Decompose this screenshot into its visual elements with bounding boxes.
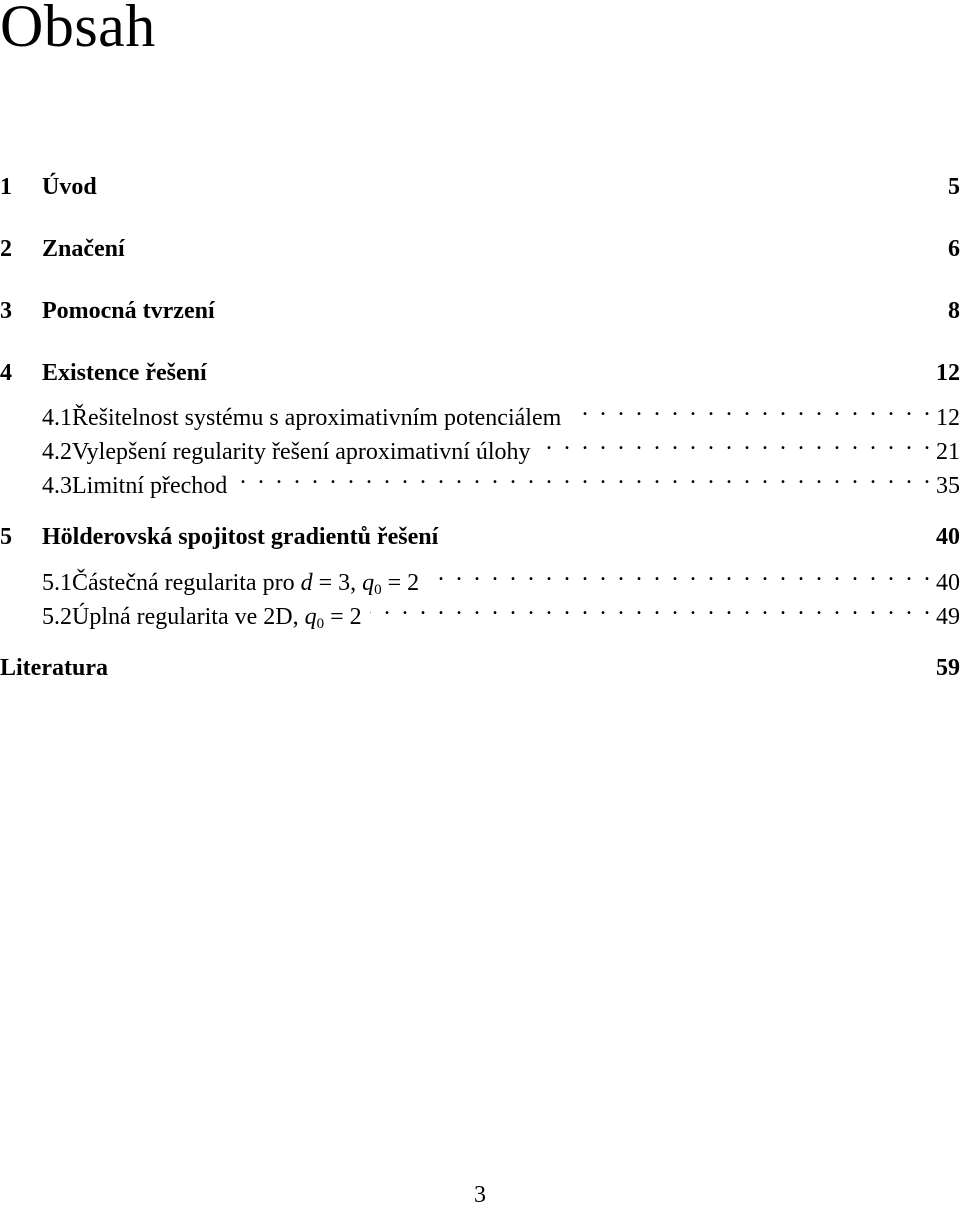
toc-chapter-title: Hölderovská spojitost gradientů řešení <box>42 524 439 550</box>
toc-section-title: Vylepšení regularity řešení aproximativní úlohy <box>72 439 531 465</box>
math-variable-q: q <box>362 570 375 596</box>
toc-leader-dots <box>235 459 930 493</box>
toc-section-title: Úplná regularita ve 2D, $q_0 = 2$ <box>72 604 362 632</box>
toc-chapter-number: 2 <box>0 236 12 262</box>
toc-page-number: 40 <box>936 570 960 596</box>
toc-section-number: 5.1 <box>42 570 72 596</box>
toc-section-5-1[interactable] <box>0 556 960 598</box>
toc-page-number: 40 <box>936 524 960 550</box>
toc-section-number: 5.2 <box>42 604 72 630</box>
math-subscript: 0 <box>374 582 382 598</box>
toc-page-number: 35 <box>936 473 960 499</box>
math-variable-q: q <box>304 604 317 630</box>
toc-chapter-5[interactable] <box>0 520 960 554</box>
footer-page-number: 3 <box>474 1182 486 1208</box>
toc-page-number: 12 <box>936 405 960 431</box>
toc-section-number: 4.2 <box>42 439 72 465</box>
toc-chapter-number: 5 <box>0 524 12 550</box>
toc-chapter-number: 4 <box>0 360 12 386</box>
page-title: Obsah <box>0 0 156 59</box>
toc-section-number: 4.1 <box>42 405 72 431</box>
toc-leader-dots <box>569 391 930 425</box>
toc-section-title: Částečná regularita pro d = 3, $q_0 = 2$ <box>72 570 420 598</box>
toc-page-number: 21 <box>936 439 960 465</box>
toc-chapter-number: 1 <box>0 174 12 200</box>
toc-page-number: 8 <box>948 298 960 324</box>
toc-page-number: 6 <box>948 236 960 262</box>
toc-page-number: 49 <box>936 604 960 630</box>
toc-page-number: 59 <box>936 655 960 681</box>
toc-leader-dots <box>370 590 930 624</box>
toc-chapter-title: Značení <box>42 236 125 262</box>
toc-chapter-2[interactable] <box>0 232 960 266</box>
toc-chapter-4[interactable] <box>0 356 960 390</box>
math-variable-d: d <box>300 570 313 596</box>
toc-chapter-3[interactable] <box>0 294 960 328</box>
toc-chapter-number: 3 <box>0 298 12 324</box>
toc-section-number: 4.3 <box>42 473 72 499</box>
toc-page-number: 5 <box>948 174 960 200</box>
toc-chapter-title: Pomocná tvrzení <box>42 298 215 324</box>
toc-chapter-title: Existence řešení <box>42 360 207 386</box>
toc-page-number: 12 <box>936 360 960 386</box>
toc-leader-dots <box>539 425 930 459</box>
toc-section-5-2[interactable] <box>0 590 960 632</box>
toc-chapter-title: Literatura <box>0 655 108 681</box>
toc-leader-dots <box>427 556 930 590</box>
toc-section-4-3[interactable] <box>0 459 960 499</box>
toc-section-title: Řešitelnost systému s aproximativním potenciálem <box>72 405 562 431</box>
math-subscript: 0 <box>316 616 325 632</box>
toc-section-4-2[interactable] <box>0 425 960 465</box>
toc-section-title: Limitní přechod <box>72 473 228 499</box>
toc-section-4-1[interactable] <box>0 391 960 431</box>
toc-chapter-title: Úvod <box>42 174 97 200</box>
toc-bibliography[interactable] <box>0 651 960 685</box>
toc-chapter-1[interactable] <box>0 170 960 204</box>
